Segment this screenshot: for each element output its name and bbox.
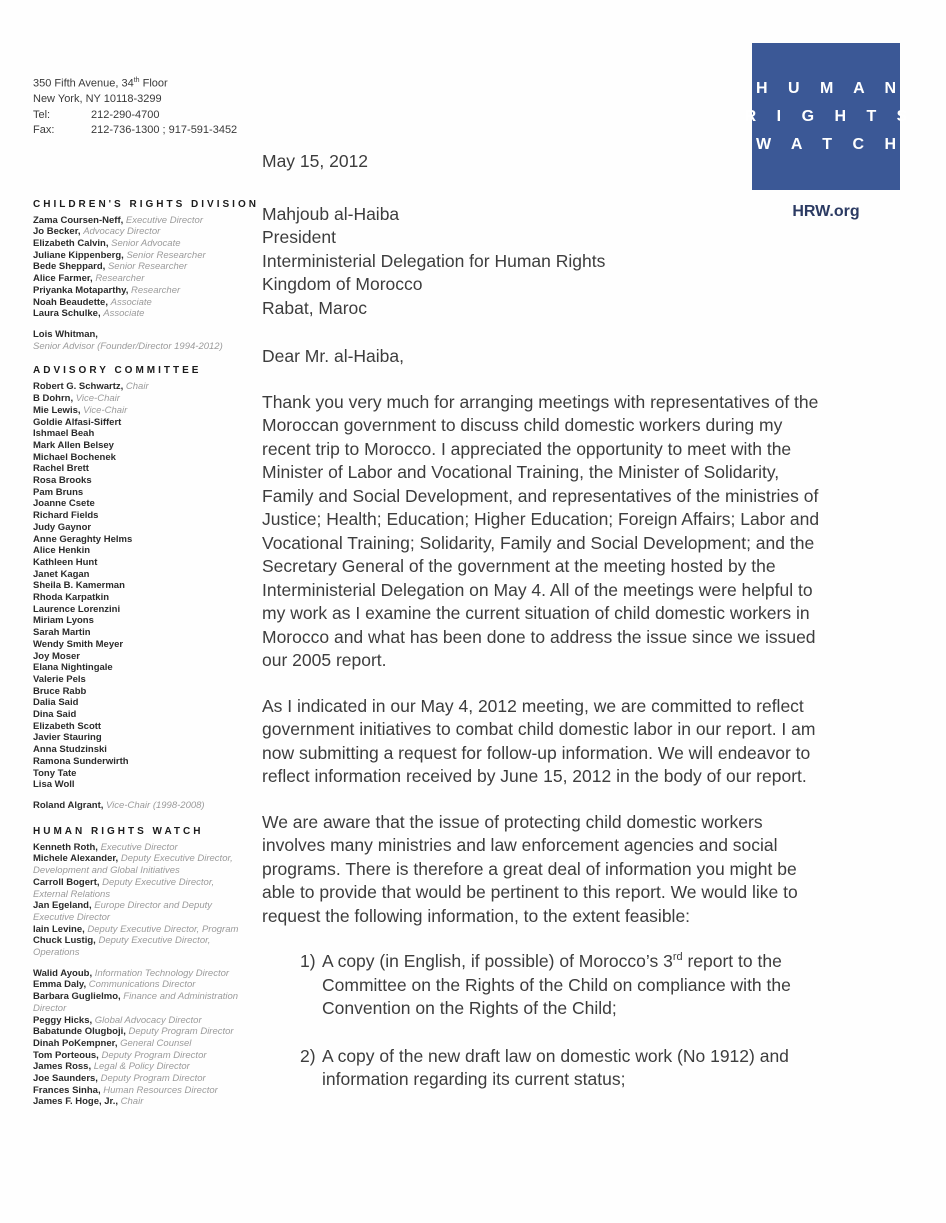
person-name: Elizabeth Scott xyxy=(33,720,102,732)
person-title: Deputy Program Director xyxy=(101,1049,207,1061)
person-entry xyxy=(33,273,247,285)
person-name: Ramona Sunderwirth xyxy=(33,755,129,767)
person-title: Europe Director and Deputy Executive Director xyxy=(33,900,213,923)
person-entry xyxy=(33,405,247,417)
person-title: Deputy Executive Director, External Relations xyxy=(33,876,215,900)
people-list-advisory-committee xyxy=(33,381,247,811)
person-title: Finance and Administration Director xyxy=(33,991,239,1014)
person-entry xyxy=(33,238,247,250)
person-title: Senior Researcher xyxy=(126,249,206,261)
person-entry xyxy=(33,686,247,698)
person-name: Goldie Alfasi-Siffert xyxy=(33,416,122,428)
person-title: Associate xyxy=(110,296,152,308)
person-name: Zama Coursen-Neff, xyxy=(33,214,124,226)
person-name: Miriam Lyons xyxy=(33,615,94,627)
hrw-website-url: HRW.org xyxy=(792,203,860,220)
person-name: Richard Fields xyxy=(33,510,99,522)
person-entry xyxy=(33,604,247,616)
ordinal-superscript: th xyxy=(133,77,140,84)
list-item-2 xyxy=(262,1045,828,1092)
phone-line xyxy=(33,108,247,124)
person-entry xyxy=(33,261,247,273)
person-entry xyxy=(33,768,247,780)
sidebar-section-childrens-rights-division xyxy=(33,198,259,353)
person-name: Tony Tate xyxy=(33,767,77,779)
person-name: Barbara Guglielmo, xyxy=(33,991,121,1003)
list-text-1: A copy (in English, if possible) of Morocco’s 3rd report to the Committee on the Rights of the Child on compliance with the Convention on the Rights of the Child; xyxy=(322,951,791,1018)
person-title: Chair xyxy=(125,381,149,393)
recipient-address-block xyxy=(262,203,828,321)
person-name: Priyanka Motaparthy, xyxy=(33,284,129,296)
person-title: Vice-Chair (1998-2008) xyxy=(106,800,205,811)
person-entry xyxy=(33,1050,247,1062)
person-entry xyxy=(33,498,247,510)
person-title: Associate xyxy=(103,308,145,320)
tel-value: 212-290-4700 xyxy=(91,108,160,121)
fax-label: Fax: xyxy=(33,124,55,137)
person-name: Laura Schulke, xyxy=(33,308,101,320)
person-title: Deputy Program Director xyxy=(128,1026,234,1038)
person-name: Peggy Hicks, xyxy=(33,1014,93,1026)
person-entry xyxy=(33,417,247,429)
person-name: Frances Sinha, xyxy=(33,1084,101,1096)
tel-label: Tel: xyxy=(33,108,51,121)
paragraph-1: Thank you very much for arranging meetings with representatives of the Moroccan government to discuss child domestic workers during my recent trip to Morocco. I appreciated the opportunity to meet with the Minister of Labor and Vocational Training, the Minister of Solidarity, Family and Social Development, and representatives of the ministries of Justice; Health; Education; Higher Education; Foreign Affairs; Labor and Vocational Training; Solidarity, Family and Social Development; and the Secretary General of the government at the meeting hosted by the Interministerial Delegation on May 4. All of the meetings were helpful to my work as I examine the current situation of child domestic workers in Morocco and what has been done to address the issue since we issued our 2005 report. xyxy=(262,391,820,670)
person-name: Janet Kagan xyxy=(33,568,90,580)
person-title: Chair xyxy=(120,1096,144,1108)
person-entry xyxy=(33,580,247,592)
person-title: Vice-Chair xyxy=(75,393,120,405)
person-name: Mie Lewis, xyxy=(33,404,81,416)
paragraph-2: As I indicated in our May 4, 2012 meeting, we are committed to reflect government initiatives to combat child domestic labor in our report. I am now submitting a request for follow-up information. We will endeavor to reflect information received by June 15, 2012 in the body of our report. xyxy=(262,695,816,786)
list-item-1 xyxy=(262,950,828,1021)
person-entry xyxy=(33,1015,247,1027)
person-entry xyxy=(33,924,247,936)
person-entry xyxy=(33,592,247,604)
person-name: Ishmael Beah xyxy=(33,428,95,440)
person-name: Rhoda Karpatkin xyxy=(33,592,110,604)
person-name: Iain Levine, xyxy=(33,923,85,935)
person-entry xyxy=(33,534,247,546)
section-header-human-rights-watch: HUMAN RIGHTS WATCH xyxy=(33,825,204,837)
list-text-2: A copy of the new draft law on domestic work (No 1912) and information regarding its current status; xyxy=(322,1045,789,1089)
person-name: Elana Nightingale xyxy=(33,662,113,674)
person-entry xyxy=(33,1038,247,1050)
person-entry xyxy=(33,639,247,651)
recipient-city: Rabat, Maroc xyxy=(262,297,368,318)
person-name: Juliane Kippenberg, xyxy=(33,249,124,261)
person-entry xyxy=(33,215,247,227)
person-name: Alice Farmer, xyxy=(33,273,93,285)
person-title: Deputy Executive Director, Program xyxy=(87,923,239,935)
salutation: Dear Mr. al-Haiba, xyxy=(262,346,404,366)
person-entry xyxy=(33,557,247,569)
person-name: Tom Porteous, xyxy=(33,1049,99,1061)
person-title: Advocacy Director xyxy=(83,226,161,238)
person-entry xyxy=(33,522,247,534)
person-entry xyxy=(33,393,247,405)
person-title: Legal & Policy Director xyxy=(93,1061,190,1073)
person-name: Rosa Brooks xyxy=(33,475,92,487)
person-title: Information Technology Director xyxy=(94,967,230,979)
section-header-childrens-rights-division: CHILDREN'S RIGHTS DIVISION xyxy=(33,198,259,210)
person-entry xyxy=(33,744,247,756)
person-entry xyxy=(33,569,247,581)
person-entry xyxy=(33,721,247,733)
sidebar-section-advisory-committee xyxy=(33,365,247,811)
person-entry xyxy=(33,1085,247,1097)
person-name: Rachel Brett xyxy=(33,463,89,475)
person-entry xyxy=(33,440,247,452)
person-entry xyxy=(33,1096,247,1108)
person-entry xyxy=(33,935,247,958)
person-name: Walid Ayoub, xyxy=(33,967,93,979)
person-name: Babatunde Olugboji, xyxy=(33,1026,126,1038)
person-title: Senior Advocate xyxy=(111,238,181,250)
person-entry xyxy=(33,991,247,1014)
person-entry xyxy=(33,1073,247,1085)
list-number-1: 1) xyxy=(300,951,316,971)
person-name: Roland Algrant, xyxy=(33,800,104,811)
letter-body xyxy=(262,150,828,1092)
person-name: Dalia Said xyxy=(33,697,79,709)
person-entry xyxy=(33,732,247,744)
people-list-childrens-rights xyxy=(33,215,247,353)
person-name: Bruce Rabb xyxy=(33,685,87,697)
person-name: Judy Gaynor xyxy=(33,521,92,533)
person-entry xyxy=(33,627,247,639)
person-entry xyxy=(33,968,247,980)
letter-date: May 15, 2012 xyxy=(262,151,369,171)
person-entry xyxy=(33,800,247,812)
person-name: Joy Moser xyxy=(33,650,80,662)
person-entry xyxy=(33,615,247,627)
person-title: Communications Director xyxy=(88,979,196,991)
person-entry xyxy=(33,297,247,309)
paragraph-3: We are aware that the issue of protecting child domestic workers involves many ministries and law enforcement agencies and social programs. There is therefore a great deal of information you might be able to provide that would be pertinent to this report. We would like to request the following information, to the extent feasible: xyxy=(262,811,798,926)
person-entry xyxy=(33,900,247,923)
person-name: Alice Henkin xyxy=(33,545,91,557)
person-entry xyxy=(33,662,247,674)
person-name: Bede Sheppard, xyxy=(33,261,106,273)
person-name: Elizabeth Calvin, xyxy=(33,238,109,250)
person-title: Senior Researcher xyxy=(107,261,188,273)
person-title: Vice-Chair xyxy=(83,404,128,416)
person-name: Michele Alexander, xyxy=(33,853,119,865)
person-entry xyxy=(33,756,247,768)
person-entry xyxy=(33,308,247,320)
recipient-country: Kingdom of Morocco xyxy=(262,274,423,294)
person-entry xyxy=(33,250,247,262)
person-entry xyxy=(33,226,247,238)
person-name: Sarah Martin xyxy=(33,627,91,639)
sidebar-section-human-rights-watch xyxy=(33,826,247,1108)
section-header-advisory-committee: ADVISORY COMMITTEE xyxy=(33,365,202,377)
person-name: B Dohrn, xyxy=(33,393,74,405)
person-name: Chuck Lustig, xyxy=(33,935,96,947)
person-entry xyxy=(33,452,247,464)
person-name: Lisa Woll xyxy=(33,779,75,791)
person-name: James F. Hoge, Jr., xyxy=(33,1096,119,1108)
person-title: Deputy Executive Director, Operations xyxy=(33,935,211,959)
person-title: Deputy Executive Director, Development and Global Initiatives xyxy=(33,853,233,877)
person-title: Human Resources Director xyxy=(103,1084,218,1096)
person-name: Kenneth Roth, xyxy=(33,841,98,853)
person-entry xyxy=(33,674,247,686)
person-name: Javier Stauring xyxy=(33,732,102,744)
person-entry xyxy=(33,1026,247,1038)
person-title: Deputy Program Director xyxy=(100,1073,206,1085)
person-entry xyxy=(33,842,247,854)
person-name: Laurence Lorenzini xyxy=(33,603,121,615)
person-entry xyxy=(33,463,247,475)
person-name: Michael Bochenek xyxy=(33,451,116,463)
logo-word-rights: R I G H T S xyxy=(744,107,916,125)
hrw-address-block xyxy=(33,73,247,139)
person-title: General Counsel xyxy=(120,1037,192,1049)
person-name: Wendy Smith Meyer xyxy=(33,638,124,650)
person-name: Sheila B. Kamerman xyxy=(33,580,125,592)
person-name: Lois Whitman, xyxy=(33,328,98,340)
fax-value: 212-736-1300 ; 917-591-3452 xyxy=(91,124,238,137)
person-title: Executive Director xyxy=(125,214,203,226)
person-name: Mark Allen Belsey xyxy=(33,439,114,451)
person-entry xyxy=(33,285,247,297)
recipient-name: Mahjoub al-Haiba xyxy=(262,203,400,224)
person-name: Carroll Bogert, xyxy=(33,876,100,888)
person-name: Jo Becker, xyxy=(33,226,81,238)
person-entry xyxy=(33,779,247,791)
person-name: Robert G. Schwartz, xyxy=(33,381,124,393)
person-name: Noah Beaudette, xyxy=(33,296,108,308)
person-entry xyxy=(33,487,247,499)
person-name: Pam Bruns xyxy=(33,486,84,498)
list-number-2: 2) xyxy=(300,1045,316,1066)
person-entry xyxy=(33,428,247,440)
logo-word-human: H U M A N xyxy=(755,79,905,97)
person-name: Dinah PoKempner, xyxy=(33,1037,118,1049)
person-name: Jan Egeland, xyxy=(33,900,92,912)
person-name: Anne Geraghty Helms xyxy=(33,533,133,545)
person-name: James Ross, xyxy=(33,1061,92,1073)
person-entry xyxy=(33,877,247,900)
recipient-organization: Interministerial Delegation for Human Rights xyxy=(262,250,606,271)
letterhead-sidebar xyxy=(33,73,259,1108)
person-title: Global Advocacy Director xyxy=(94,1014,202,1026)
request-list xyxy=(262,950,828,1092)
person-entry xyxy=(33,329,247,352)
person-entry xyxy=(33,709,247,721)
person-entry xyxy=(33,651,247,663)
person-name: Kathleen Hunt xyxy=(33,556,98,568)
person-entry xyxy=(33,979,247,991)
ordinal-superscript: rd xyxy=(672,951,683,964)
person-entry xyxy=(33,545,247,557)
person-name: Joanne Csete xyxy=(33,498,95,510)
person-name: Anna Studzinski xyxy=(33,744,107,756)
address-line-2: New York, NY 10118-3299 xyxy=(33,93,162,106)
logo-word-watch: W A T C H xyxy=(755,135,905,153)
person-entry xyxy=(33,510,247,522)
person-entry xyxy=(33,381,247,393)
person-entry xyxy=(33,853,247,876)
people-list-human-rights-watch xyxy=(33,842,247,1108)
person-name: Joe Saunders, xyxy=(33,1073,98,1085)
person-title: Senior Advisor (Founder/Director 1994-2012) xyxy=(33,340,223,352)
fax-line xyxy=(33,123,247,139)
address-line-1: 350 Fifth Avenue, 34th Floor xyxy=(33,77,168,90)
person-name: Valerie Pels xyxy=(33,673,86,685)
person-entry xyxy=(33,1061,247,1073)
recipient-title: President xyxy=(262,227,336,247)
person-entry xyxy=(33,475,247,487)
person-title: Researcher xyxy=(131,284,181,296)
person-entry xyxy=(33,697,247,709)
person-title: Executive Director xyxy=(100,841,178,853)
person-name: Emma Daly, xyxy=(33,979,87,991)
person-title: Researcher xyxy=(95,273,145,285)
person-name: Dina Said xyxy=(33,709,77,721)
